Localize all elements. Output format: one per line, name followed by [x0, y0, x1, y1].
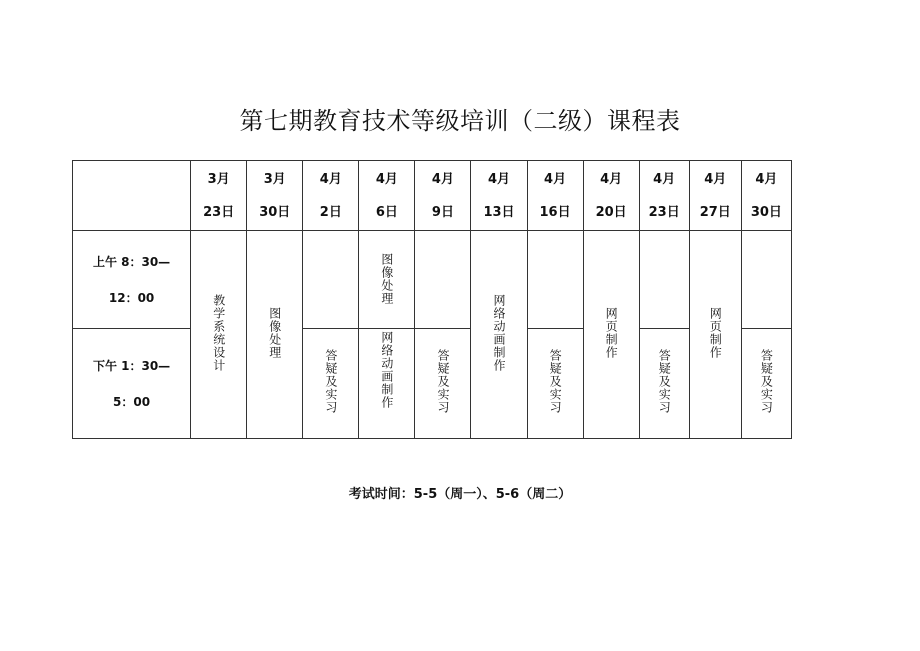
empty-cell — [303, 231, 359, 329]
course-cell — [583, 231, 639, 439]
course-label: 教学系统设计 — [211, 293, 226, 372]
corner-cell — [73, 161, 191, 231]
date-header-row — [73, 161, 792, 231]
course-label: 网络动画制作 — [379, 331, 394, 409]
date-cell: 3月 30日 — [247, 161, 303, 231]
course-cell — [415, 329, 471, 439]
course-cell — [689, 231, 741, 439]
date-cell: 4月 30日 — [741, 161, 791, 231]
course-label: 答疑及实习 — [323, 349, 338, 414]
date-cell: 4月 27日 — [689, 161, 741, 231]
afternoon-time-cell: 下午 1：30— 5：00 — [73, 329, 191, 439]
date-cell: 4月 16日 — [527, 161, 583, 231]
morning-row — [73, 231, 792, 329]
date-cell: 4月 20日 — [583, 161, 639, 231]
date-cell: 4月 23日 — [639, 161, 689, 231]
schedule-title: 第七期教育技术等级培训（二级）课程表 — [239, 107, 681, 135]
course-label: 图像处理 — [267, 306, 282, 359]
course-cell — [527, 329, 583, 439]
course-cell — [359, 329, 415, 439]
course-schedule-table — [72, 160, 792, 439]
course-cell — [303, 329, 359, 439]
afternoon-row — [73, 329, 792, 439]
exam-time-note: 考试时间：5-5（周一）、5-6（周二） — [348, 487, 572, 502]
course-label: 答疑及实习 — [435, 349, 450, 414]
course-label: 网络动画制作 — [492, 293, 506, 372]
course-cell — [741, 329, 791, 439]
morning-time-cell: 上午 8：30— 12：00 — [73, 231, 191, 329]
course-cell — [359, 231, 415, 329]
empty-cell — [741, 231, 791, 329]
course-label: 图像处理 — [379, 253, 394, 305]
course-label: 答疑及实习 — [548, 349, 563, 414]
course-label: 网页制作 — [604, 306, 619, 359]
course-label: 答疑及实习 — [657, 349, 672, 414]
course-label: 网页制作 — [708, 306, 723, 359]
date-cell: 4月 9日 — [415, 161, 471, 231]
course-label: 答疑及实习 — [759, 349, 774, 414]
empty-cell — [639, 231, 689, 329]
empty-cell — [527, 231, 583, 329]
date-cell: 4月 6日 — [359, 161, 415, 231]
date-cell: 3月 23日 — [191, 161, 247, 231]
empty-cell — [415, 231, 471, 329]
date-cell: 4月 13日 — [471, 161, 527, 231]
course-cell — [247, 231, 303, 439]
course-cell — [639, 329, 689, 439]
course-cell — [471, 231, 527, 439]
date-cell: 4月 2日 — [303, 161, 359, 231]
course-cell — [191, 231, 247, 439]
